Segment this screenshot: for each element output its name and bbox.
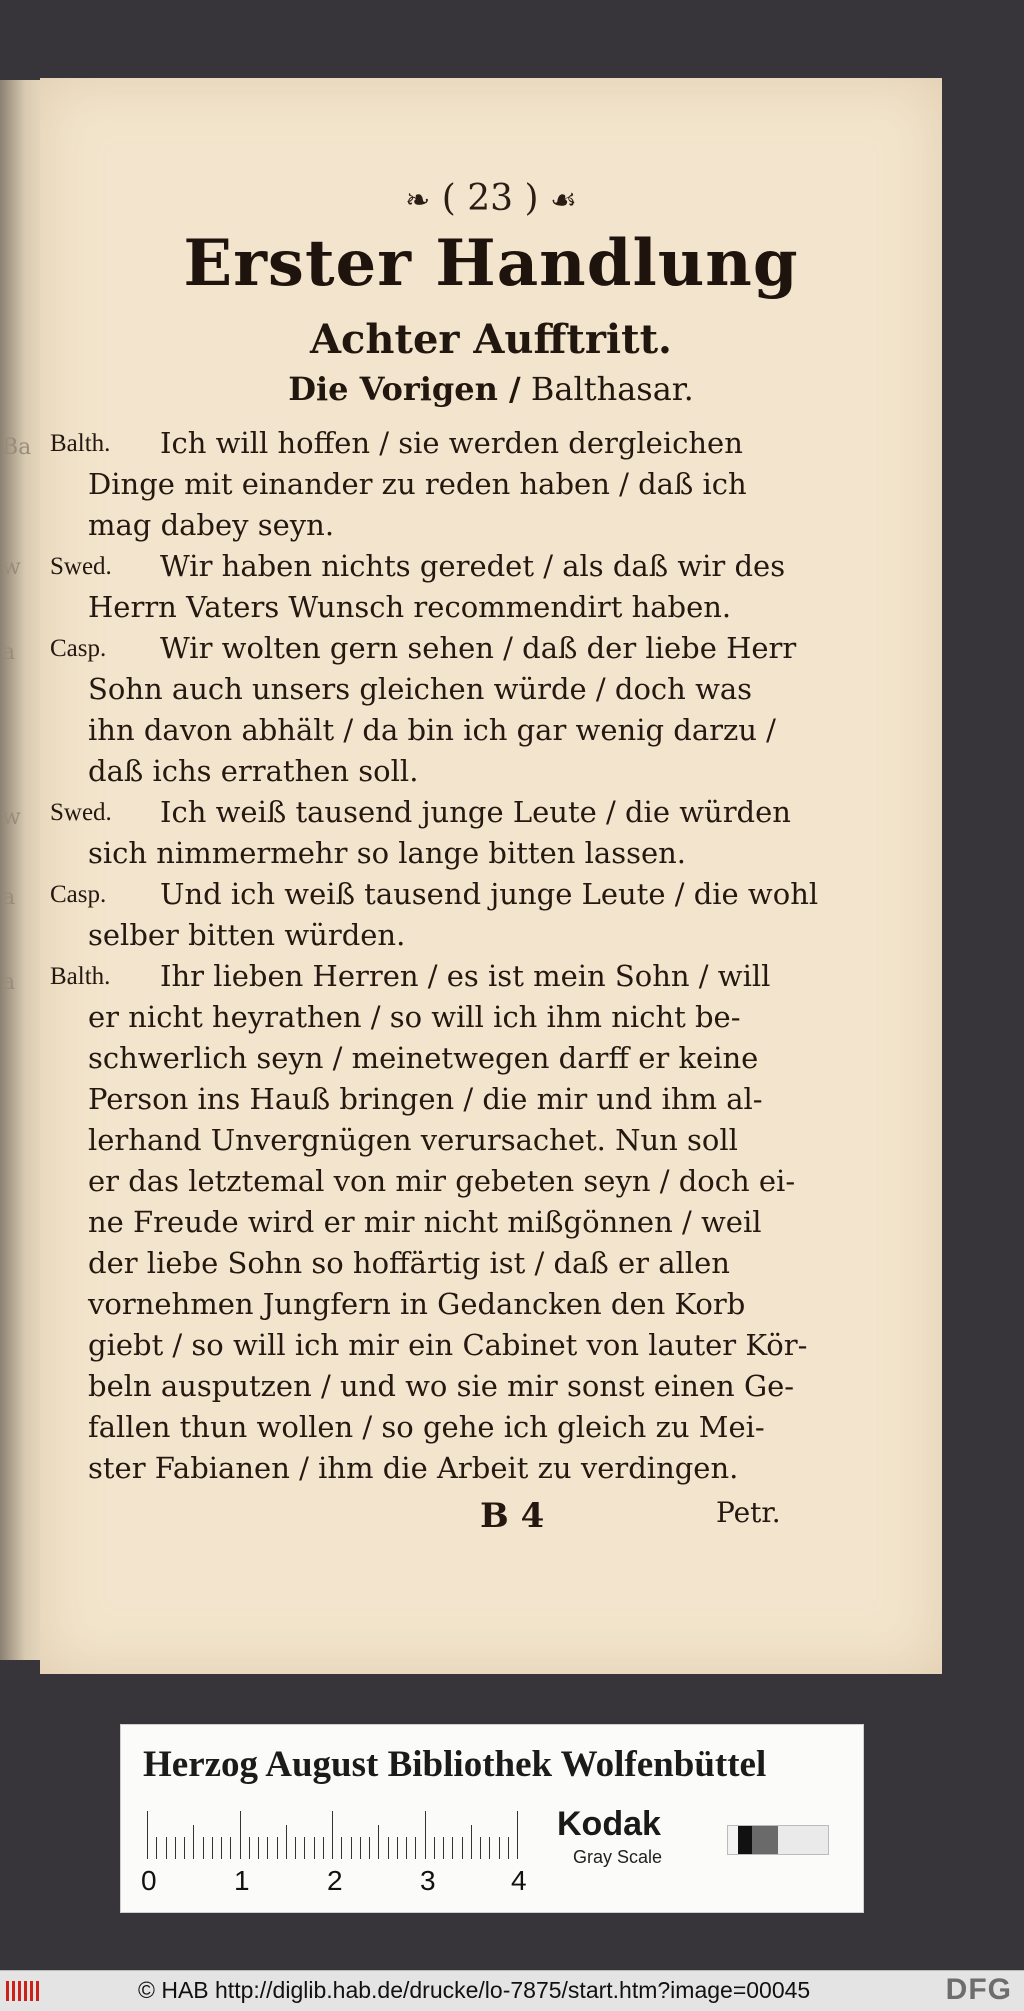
speaker-name: Swed. xyxy=(50,553,112,580)
ruler-tick xyxy=(415,1837,416,1859)
ruler-number: 0 xyxy=(141,1865,157,1896)
speech-line xyxy=(40,710,942,751)
ruler-tick xyxy=(258,1837,259,1859)
speech-text: Wir haben nichts geredet / als daß wir des xyxy=(160,549,786,583)
ruler-tick xyxy=(277,1837,278,1859)
ornament-left-icon: ❧ xyxy=(405,183,431,218)
ruler-tick xyxy=(249,1837,250,1859)
ruler-number: 1 xyxy=(234,1865,250,1896)
speaker-name: Casp. xyxy=(50,635,107,662)
kodak-logo: Kodak xyxy=(557,1805,661,1843)
ruler-tick xyxy=(323,1837,324,1859)
speech-line xyxy=(40,464,942,505)
speech-text: Und ich weiß tausend junge Leute / die wohl xyxy=(160,877,819,911)
speech-line xyxy=(40,1284,942,1325)
act-title: Erster Handlung xyxy=(183,226,799,301)
speech-line xyxy=(40,628,942,669)
speech-line xyxy=(40,669,942,710)
ruler-tick xyxy=(175,1837,176,1859)
ruler-tick xyxy=(351,1837,352,1859)
signature-mark: B 4 xyxy=(480,1496,545,1536)
ruler-tick xyxy=(295,1837,296,1859)
speech-text: giebt / so will ich mir ein Cabinet von lauter Kör- xyxy=(88,1328,808,1362)
footer-bar xyxy=(0,1970,1024,2011)
speaker-name: Swed. xyxy=(50,799,112,826)
dfg-logo: DFG xyxy=(945,1973,1012,2006)
library-name: Herzog August Bibliothek Wolfenbüttel xyxy=(143,1744,767,1785)
speech-line xyxy=(40,1202,942,1243)
persons-line xyxy=(40,370,942,408)
speech-text: selber bitten würden. xyxy=(88,918,406,952)
speech-line xyxy=(40,1448,942,1489)
bleed-through-text: a xyxy=(2,640,16,665)
ruler-tick xyxy=(360,1837,361,1859)
bleed-through-text: a xyxy=(2,885,16,910)
ruler-tick xyxy=(452,1837,453,1859)
speech-line xyxy=(40,1161,942,1202)
speech-line xyxy=(40,546,942,587)
ruler-tick xyxy=(166,1837,167,1859)
speech-text: daß ichs errathen soll. xyxy=(88,754,419,788)
speech-text: Sohn auch unsers gleichen würde / doch was xyxy=(88,672,753,706)
speech-text: lerhand Unvergnügen verursachet. Nun soll xyxy=(88,1123,738,1157)
speech xyxy=(40,546,942,628)
ruler-tick xyxy=(286,1825,287,1859)
ruler-tick xyxy=(425,1811,426,1859)
ruler-tick xyxy=(193,1825,194,1859)
speech-line xyxy=(40,1243,942,1284)
ruler-tick xyxy=(203,1837,204,1859)
speech-text: schwerlich seyn / meinetwegen darff er keine xyxy=(88,1041,759,1075)
hab-logo-icon xyxy=(6,1981,46,2001)
speech-line xyxy=(40,833,942,874)
speech-text: er das letztemal von mir gebeten seyn / doch ei- xyxy=(88,1164,796,1198)
speech xyxy=(40,874,942,956)
speech-text: mag dabey seyn. xyxy=(88,508,335,542)
ruler-tick xyxy=(434,1837,435,1859)
ruler-tick xyxy=(369,1837,370,1859)
speech-line xyxy=(40,956,942,997)
speaker-name: Balth. xyxy=(50,963,111,990)
speech-text: ne Freude wird er mir nicht mißgönnen / weil xyxy=(88,1205,762,1239)
ruler-tick xyxy=(341,1837,342,1859)
speech-line xyxy=(40,1079,942,1120)
bleed-through-text: Ba xyxy=(2,435,32,460)
speech-line xyxy=(40,1038,942,1079)
speech-text: fallen thun wollen / so gehe ich gleich zu Mei- xyxy=(88,1410,765,1444)
ruler-number: 3 xyxy=(420,1865,436,1896)
speech-text: er nicht heyrathen / so will ich ihm nicht be- xyxy=(88,1000,741,1034)
ruler-tick xyxy=(499,1837,500,1859)
ruler-tick xyxy=(406,1837,407,1859)
speech-text: Person ins Hauß bringen / die mir und ihm al- xyxy=(88,1082,763,1116)
ruler-tick xyxy=(230,1837,231,1859)
persons-previous: Die Vorigen / xyxy=(288,370,521,408)
ruler-tick xyxy=(378,1825,379,1859)
dialogue-body xyxy=(40,423,942,1489)
ornament-right-icon: ☙ xyxy=(549,183,577,218)
speech-line xyxy=(40,587,942,628)
speech-line xyxy=(40,1325,942,1366)
speaker-name: Casp. xyxy=(50,881,107,908)
gray-patches xyxy=(727,1825,829,1855)
speech-text: Dinge mit einander zu reden haben / daß ich xyxy=(88,467,747,501)
ruler-tick xyxy=(304,1837,305,1859)
ruler-tick xyxy=(314,1837,315,1859)
color-reference-card xyxy=(120,1724,864,1913)
persons-new: Balthasar. xyxy=(530,370,694,408)
speech-line xyxy=(40,874,942,915)
speech-text: Ich will hoffen / sie werden dergleichen xyxy=(160,426,743,460)
copyright-link[interactable]: © HAB http://diglib.hab.de/drucke/lo-7875/start.htm?image=00045 xyxy=(138,1977,811,2003)
ruler-tick xyxy=(156,1837,157,1859)
ruler-number: 2 xyxy=(327,1865,343,1896)
ruler-tick xyxy=(443,1837,444,1859)
speech-text: Herrn Vaters Wunsch recommendirt haben. xyxy=(88,590,732,624)
speech-text: der liebe Sohn so hoffärtig ist / daß er allen xyxy=(88,1246,730,1280)
ruler-tick xyxy=(388,1837,389,1859)
ruler-tick xyxy=(471,1825,472,1859)
ruler-tick xyxy=(221,1837,222,1859)
speech-line xyxy=(40,751,942,792)
bleed-through-text: w xyxy=(2,805,21,830)
speech xyxy=(40,423,942,546)
speech-text: ster Fabianen / ihm die Arbeit zu verdingen. xyxy=(88,1451,739,1485)
speech-text: beln ausputzen / und wo sie mir sonst einen Ge- xyxy=(88,1369,795,1403)
scene-title: Achter Aufftritt. xyxy=(310,316,672,363)
speech-text: ihn davon abhält / da bin ich gar wenig darzu / xyxy=(88,713,776,747)
ruler-tick xyxy=(184,1837,185,1859)
speech-line xyxy=(40,792,942,833)
speech xyxy=(40,956,942,1489)
speech-line xyxy=(40,1366,942,1407)
speech-line xyxy=(40,915,942,956)
page-number xyxy=(40,178,942,219)
gray-scale-label: Gray Scale xyxy=(573,1847,663,1867)
speech-line xyxy=(40,1407,942,1448)
ruler-tick xyxy=(147,1811,148,1859)
speech xyxy=(40,792,942,874)
ruler-tick xyxy=(397,1837,398,1859)
speech-text: vornehmen Jungfern in Gedancken den Korb xyxy=(88,1287,746,1321)
ruler-tick xyxy=(212,1837,213,1859)
scanned-page xyxy=(40,78,942,1674)
ruler-tick xyxy=(240,1811,241,1859)
ruler-tick xyxy=(489,1837,490,1859)
speech-line xyxy=(40,423,942,464)
bleed-through-text: w xyxy=(2,555,21,580)
ruler-tick xyxy=(517,1811,518,1859)
ruler-number: 4 xyxy=(511,1865,527,1896)
scale-ruler xyxy=(147,1811,517,1859)
speech-line xyxy=(40,997,942,1038)
speech-text: Ihr lieben Herren / es ist mein Sohn / will xyxy=(160,959,771,993)
page-number-text: ( 23 ) xyxy=(441,178,539,219)
speech-text: Ich weiß tausend junge Leute / die würden xyxy=(160,795,791,829)
ruler-tick xyxy=(462,1837,463,1859)
speech-text: Wir wolten gern sehen / daß der liebe Herr xyxy=(160,631,797,665)
ruler-tick xyxy=(508,1837,509,1859)
ruler-tick xyxy=(332,1811,333,1859)
speech-text: sich nimmermehr so lange bitten lassen. xyxy=(88,836,687,870)
speech-line xyxy=(40,1120,942,1161)
ruler-tick xyxy=(267,1837,268,1859)
ruler-tick xyxy=(480,1837,481,1859)
speaker-name: Balth. xyxy=(50,430,111,457)
speech-line xyxy=(40,505,942,546)
catchword: Petr. xyxy=(716,1496,781,1529)
speech xyxy=(40,628,942,792)
bleed-through-text: a xyxy=(2,970,16,995)
